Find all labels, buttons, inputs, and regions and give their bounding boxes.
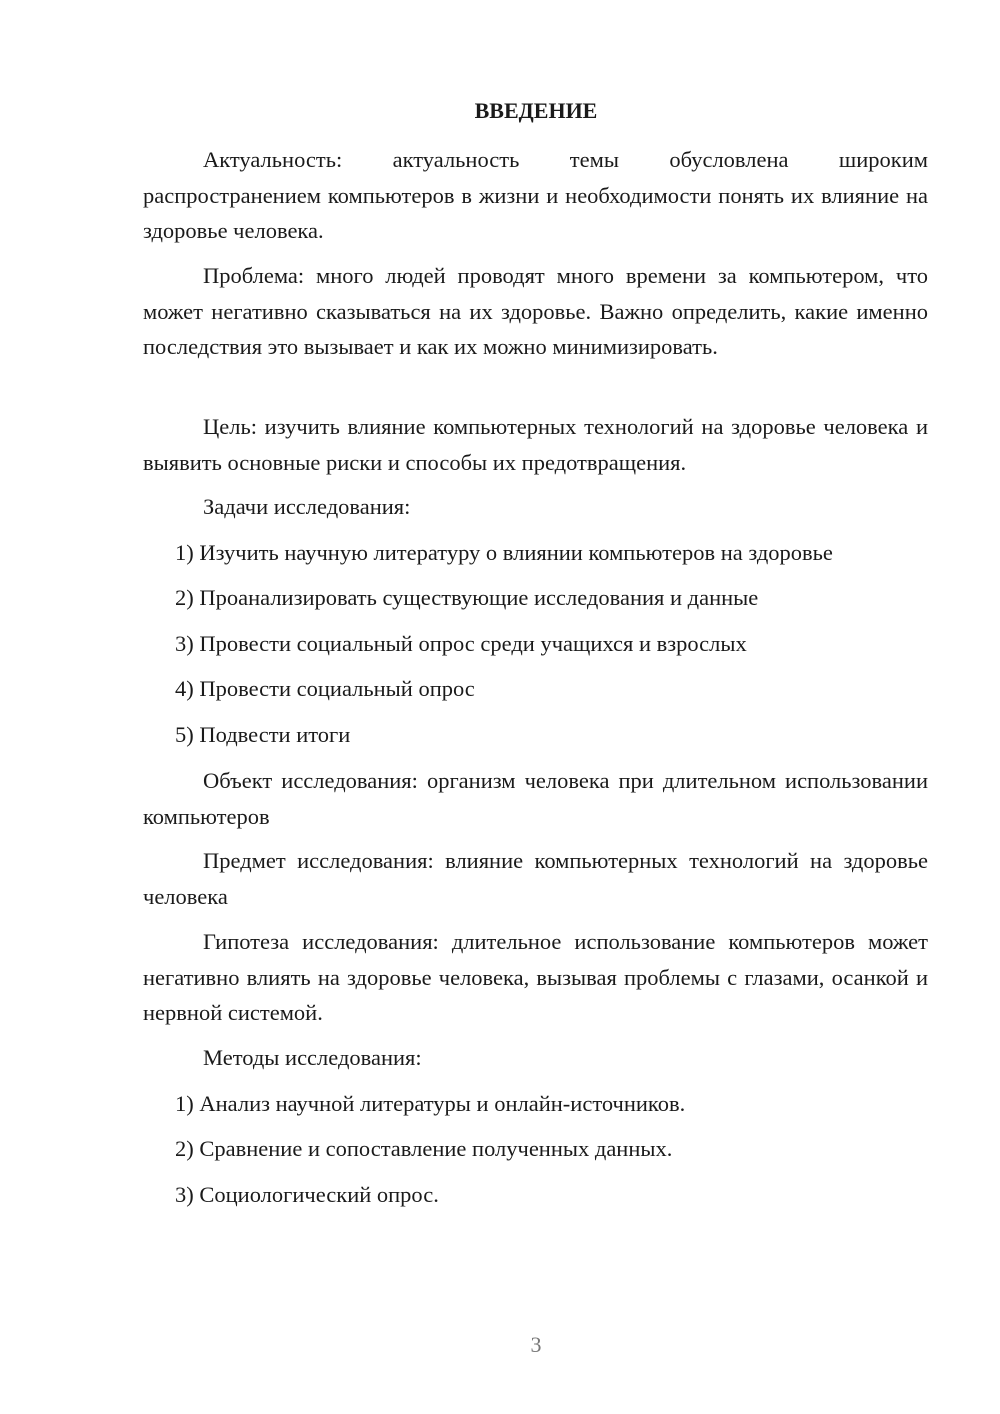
object-paragraph: Объект исследования: организм человека при длительном использовании компьютеров <box>143 768 928 829</box>
tasks-heading: Задачи исследования: <box>203 494 411 519</box>
method-item-3: 3) Социологический опрос. <box>175 1182 439 1207</box>
relevance-paragraph: Актуальность: актуальность темы обусловлена широким распространением компьютеров в жизни и необходимости понять их влияние на здоровье человека. <box>143 147 928 243</box>
method-item-2: 2) Сравнение и сопоставление полученных данных. <box>175 1136 673 1161</box>
hypothesis-paragraph: Гипотеза исследования: длительное использование компьютеров может негативно влиять на здоровье человека, вызывая проблемы с глазами, осанкой и нервной системой. <box>143 929 928 1025</box>
task-item-4: 4) Провести социальный опрос <box>175 676 475 701</box>
goal-paragraph: Цель: изучить влияние компьютерных технологий на здоровье человека и выявить основные риски и способы их предотвращения. <box>143 414 928 475</box>
page-title: ВВЕДЕНИЕ <box>474 98 598 123</box>
method-item-1: 1) Анализ научной литературы и онлайн-источников. <box>175 1091 686 1116</box>
page-number: 3 <box>530 1332 542 1357</box>
task-item-2: 2) Проанализировать существующие исследования и данные <box>175 585 759 610</box>
methods-heading: Методы исследования: <box>203 1045 422 1070</box>
subject-paragraph: Предмет исследования: влияние компьютерных технологий на здоровье человека <box>143 848 928 909</box>
task-item-5: 5) Подвести итоги <box>175 722 351 747</box>
task-item-3: 3) Провести социальный опрос среди учащихся и взрослых <box>175 631 747 656</box>
problem-paragraph: Проблема: много людей проводят много времени за компьютером, что может негативно сказываться на их здоровье. Важно определить, какие именно последствия это вызывает и как их можно минимизировать. <box>143 263 928 359</box>
task-item-1: 1) Изучить научную литературу о влиянии компьютеров на здоровье <box>175 540 833 565</box>
